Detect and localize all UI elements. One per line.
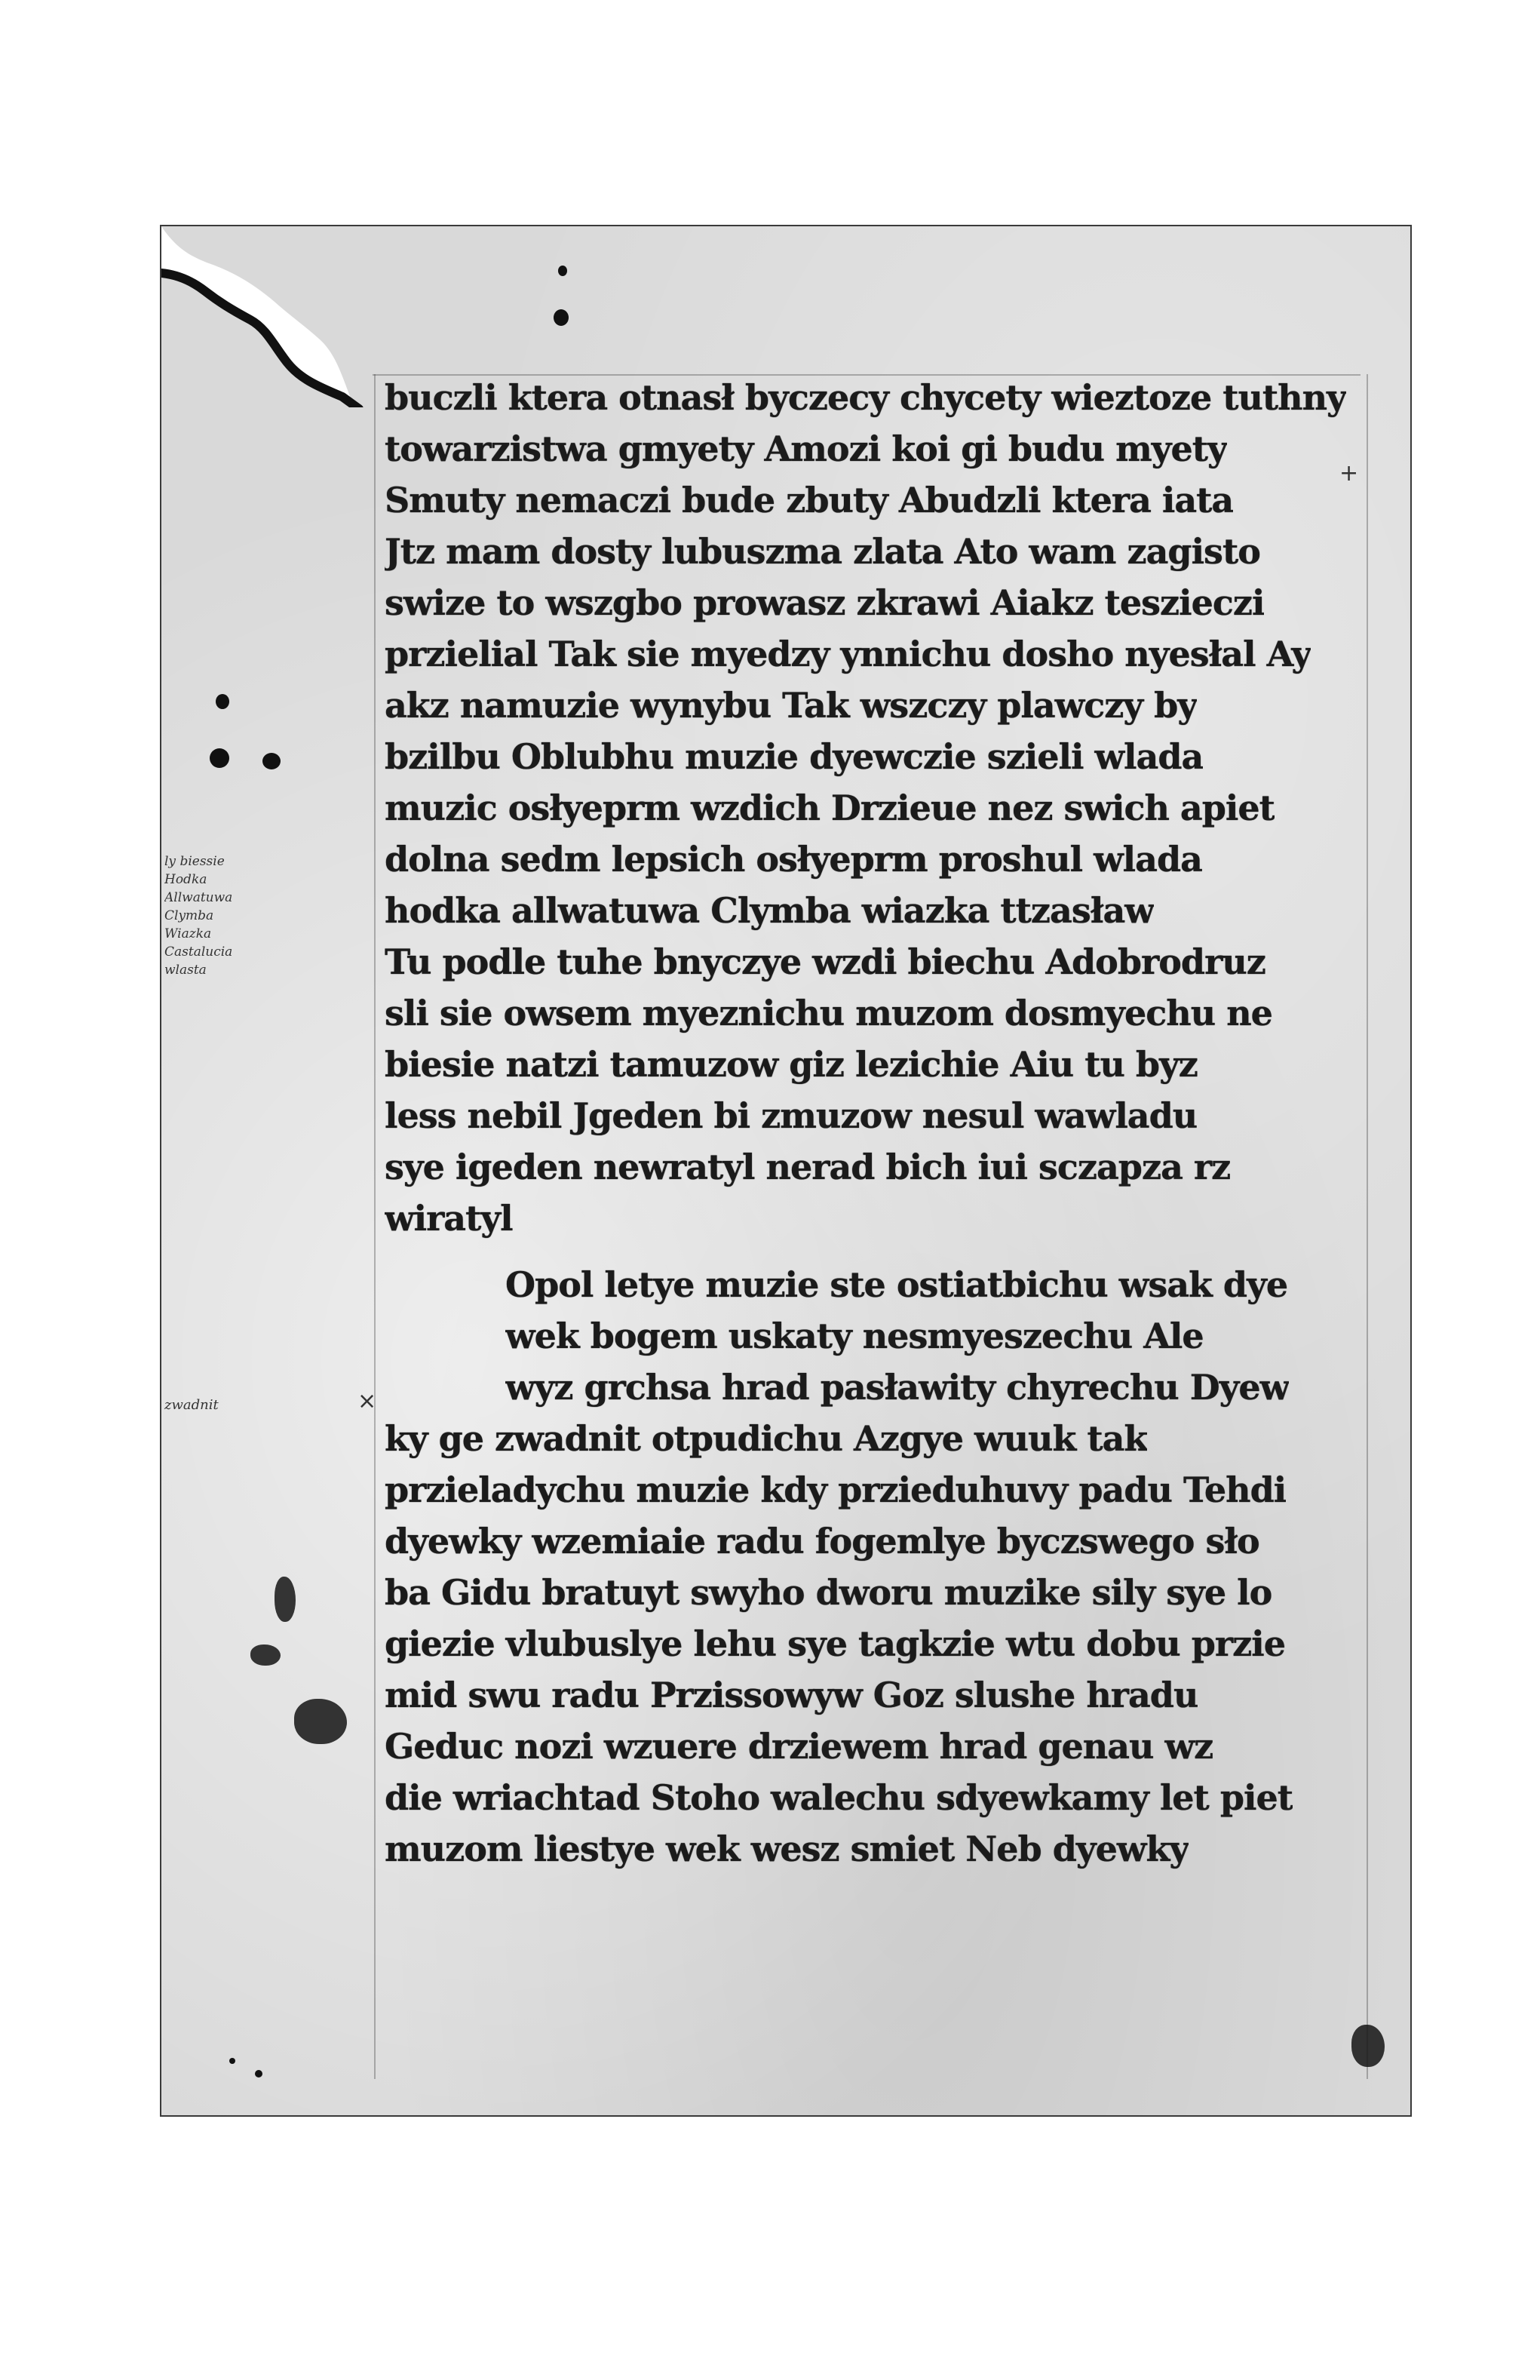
manuscript-line: przielial Tak sie myedzy ynnichu dosho nyesłal Ay bbox=[385, 634, 1311, 674]
manuscript-line: Smuty nemaczi bude zbuty Abudzli ktera iata bbox=[385, 480, 1234, 521]
margin-gloss-line: Castalucia bbox=[164, 944, 233, 960]
manuscript-line: swize to wszgbo prowasz zkrawi Aiakz teszieczi bbox=[385, 582, 1265, 623]
ink-blot bbox=[558, 266, 567, 276]
manuscript-line: hodka allwatuwa Clymba wiazka ttzasław bbox=[385, 890, 1154, 931]
ink-stain bbox=[294, 1699, 347, 1744]
manuscript-line: biesie natzi tamuzow giz lezichie Aiu tu byz bbox=[385, 1044, 1198, 1085]
ink-blot bbox=[210, 748, 229, 768]
manuscript-line: wyz grchsa hrad pasławity chyrechu Dyew bbox=[505, 1367, 1290, 1408]
manuscript-text-block bbox=[385, 374, 1365, 2064]
manuscript-line: sye igeden newratyl nerad bich iui sczapza rz bbox=[385, 1147, 1231, 1187]
ink-blot bbox=[216, 694, 229, 709]
manuscript-line: przieladychu muzie kdy przieduhuvy padu Tehdi bbox=[385, 1469, 1287, 1510]
manuscript-line: giezie vlubuslye lehu sye tagkzie wtu dobu przie bbox=[385, 1623, 1285, 1664]
manuscript-line: buczli ktera otnasł byczecy chycety wieztoze tuthny bbox=[385, 377, 1346, 418]
manuscript-line: mid swu radu Przissowyw Goz slushe hradu bbox=[385, 1675, 1198, 1715]
ink-blot bbox=[554, 309, 569, 326]
manuscript-folio bbox=[161, 226, 1410, 2115]
manuscript-line: muzic osłyeprm wzdich Drzieue nez swich apiet bbox=[385, 788, 1275, 828]
manuscript-line: dyewky wzemiaie radu fogemlye byczswego sło bbox=[385, 1521, 1259, 1562]
margin-gloss-line: Wiazka bbox=[164, 926, 212, 941]
ink-stain bbox=[1351, 2025, 1385, 2067]
manuscript-line: Opol letye muzie ste ostiatbichu wsak dye bbox=[505, 1264, 1288, 1305]
ink-blot bbox=[255, 2070, 262, 2078]
manuscript-line: Geduc nozi wzuere drziewem hrad genau wz bbox=[385, 1726, 1213, 1767]
margin-cross-mark: × bbox=[357, 1388, 377, 1414]
manuscript-line: wiratyl bbox=[385, 1198, 513, 1239]
ink-stain bbox=[275, 1577, 296, 1622]
margin-gloss-line: ly biessie bbox=[164, 854, 225, 869]
margin-gloss-line: wlasta bbox=[164, 963, 207, 978]
manuscript-line: sli sie owsem myeznichu muzom dosmyechu ne bbox=[385, 993, 1272, 1033]
manuscript-line: akz namuzie wynybu Tak wszczy plawczy by bbox=[385, 685, 1198, 726]
ink-blot bbox=[229, 2058, 235, 2064]
manuscript-line: Jtz mam dosty lubuszma zlata Ato wam zagisto bbox=[385, 531, 1260, 572]
manuscript-line: bzilbu Oblubhu muzie dyewczie szieli wlada bbox=[385, 736, 1204, 777]
manuscript-line: ky ge zwadnit otpudichu Azgye wuuk tak bbox=[385, 1418, 1148, 1459]
manuscript-line: ba Gidu bratuyt swyho dworu muzike sily sye lo bbox=[385, 1572, 1272, 1613]
ink-blot bbox=[262, 753, 281, 769]
margin-cross-mark: + bbox=[1339, 460, 1359, 487]
manuscript-scan bbox=[160, 225, 1412, 2117]
margin-gloss bbox=[164, 852, 278, 979]
margin-gloss-line: Hodka bbox=[164, 872, 207, 887]
manuscript-line: Tu podle tuhe bnyczye wzdi biechu Adobrodruz bbox=[385, 941, 1265, 982]
margin-gloss-line: Allwatuwa bbox=[164, 890, 233, 905]
manuscript-line: wek bogem uskaty nesmyeszechu Ale bbox=[505, 1316, 1204, 1356]
manuscript-line: less nebil Jgeden bi zmuzow nesul wawladu bbox=[385, 1095, 1198, 1136]
ruling-line-right bbox=[1367, 374, 1368, 2079]
manuscript-line: muzom liestye wek wesz smiet Neb dyewky bbox=[385, 1829, 1189, 1869]
ruling-line-left bbox=[374, 374, 376, 2079]
manuscript-line: dolna sedm lepsich osłyeprm proshul wlada bbox=[385, 839, 1202, 880]
margin-gloss-line: Clymba bbox=[164, 908, 214, 923]
margin-gloss-lower: zwadnit bbox=[164, 1397, 219, 1413]
manuscript-line: die wriachtad Stoho walechu sdyewkamy let piet bbox=[385, 1777, 1293, 1818]
manuscript-line: towarzistwa gmyety Amozi koi gi budu myety bbox=[385, 428, 1227, 469]
torn-edge-shape bbox=[161, 226, 403, 407]
ink-stain bbox=[250, 1645, 281, 1666]
